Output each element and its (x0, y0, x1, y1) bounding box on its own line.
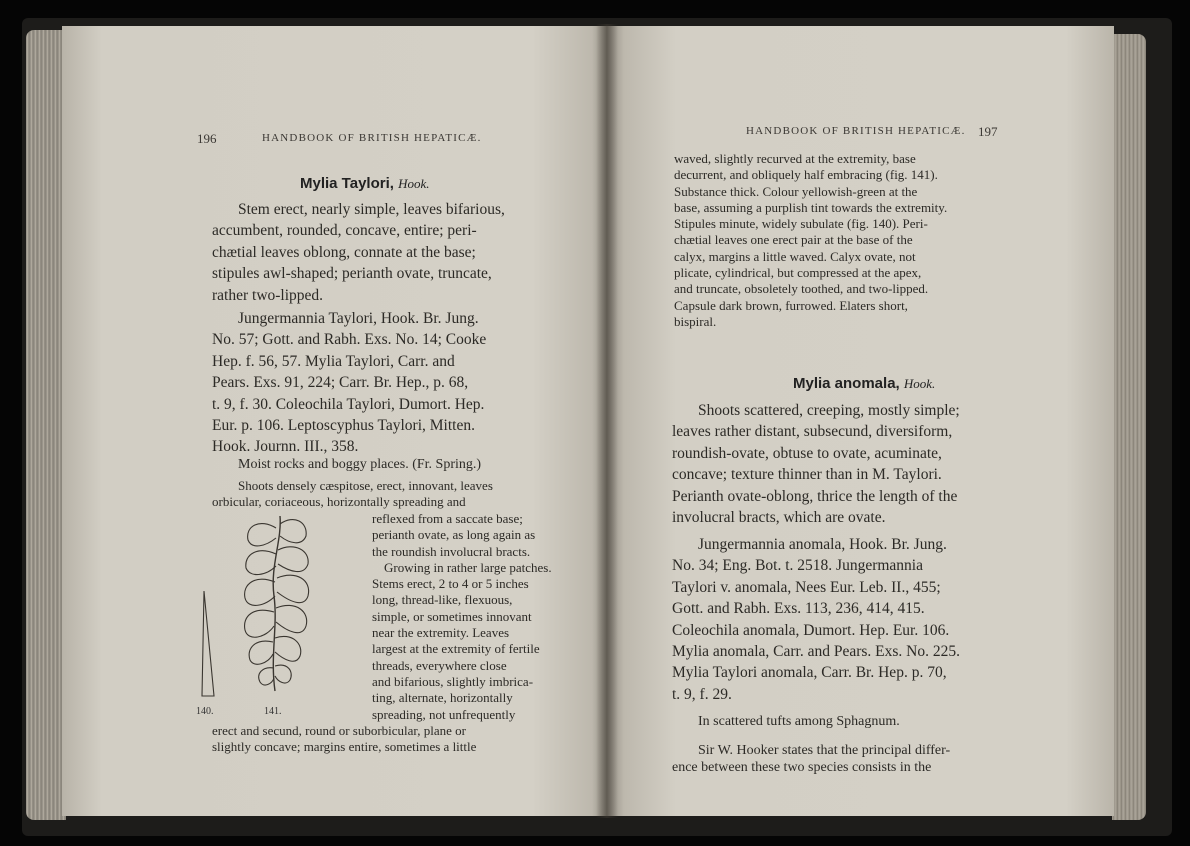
leaf-drawing (275, 636, 301, 661)
botanical-illustration (190, 506, 370, 721)
leaf-drawing (245, 610, 274, 637)
synonymy (672, 534, 1020, 705)
leaf-drawing (245, 579, 275, 605)
species-author: Hook. (903, 376, 936, 391)
text-line: Capsule dark brown, furrowed. Elaters short, (674, 297, 908, 313)
habitat: Moist rocks and boggy places. (Fr. Spring.) (238, 457, 482, 472)
page-number: 197 (978, 124, 998, 139)
text-line: calyx, margins a little waved. Calyx ovate, not (674, 248, 916, 264)
stipule-drawing (202, 591, 214, 696)
page-number: 196 (197, 131, 217, 146)
text-line: accumbent, rounded, concave, entire; peri- (212, 222, 477, 240)
leaf-drawing (280, 520, 306, 543)
text-line: perianth ovate, as long again as (372, 527, 536, 543)
text-line: erect and secund, round or suborbicular, plane or (212, 723, 466, 738)
continuation-text (674, 151, 1014, 330)
text-line: Perianth ovate-oblong, thrice the length of the (672, 487, 958, 505)
text-line: Shoots scattered, creeping, mostly simple; (698, 402, 960, 419)
text-line: and bifarious, slightly imbrica- (372, 673, 534, 689)
text-line: roundish-ovate, obtuse to ovate, acuminate, (672, 444, 942, 462)
text-line: t. 9, f. 29. (672, 685, 732, 703)
synonymy (212, 308, 592, 458)
text-line: Growing in rather large patches. (384, 559, 552, 575)
detail-wrapped-lines (372, 511, 592, 723)
text-line: the roundish involucral bracts. (372, 543, 531, 559)
detail-after-lines (212, 723, 592, 756)
left-page-edges (26, 30, 66, 820)
text-line: Hook. Journn. III., 358. (212, 438, 359, 456)
leaf-drawing (249, 641, 273, 664)
figure-label-140: 140. (196, 706, 214, 717)
description (212, 199, 592, 306)
leaf-drawing (259, 668, 274, 685)
running-head: HANDBOOK OF BRITISH HEPATICÆ. (262, 132, 482, 144)
text-line: Jungermannia Taylori, Hook. Br. Jung. (238, 310, 479, 327)
leaf-drawing (246, 551, 276, 575)
text-line: near the extremity. Leaves (372, 625, 510, 641)
description (672, 400, 1020, 528)
text-line: decurrent, and obliquely half embracing (fig. 141). (674, 167, 938, 183)
text-line: Sir W. Hooker states that the principal differ- (698, 743, 951, 758)
text-line: Gott. and Rabh. Exs. 113, 236, 414, 415. (672, 600, 925, 618)
leaf-drawing (248, 524, 276, 546)
text-line: involucral bracts, which are ovate. (672, 509, 886, 527)
book-gutter (596, 24, 618, 818)
species-title (793, 375, 935, 392)
text-line: Taylori v. anomala, Nees Eur. Leb. II., 455; (672, 578, 941, 596)
text-line: Eur. p. 106. Leptoscyphus Taylori, Mitten. (212, 417, 475, 435)
species-title (300, 175, 430, 192)
text-line: rather two-lipped. (212, 286, 324, 304)
text-line: Substance thick. Colour yellowish-green at the (674, 183, 918, 199)
text-line: t. 9, f. 30. Coleochila Taylori, Dumort. Hep. (212, 395, 485, 413)
text-line: Mylia Taylori anomala, Carr. Br. Hep. p. 70, (672, 664, 947, 682)
text-line: chætial leaves oblong, connate at the base; (212, 243, 476, 261)
species-name: Mylia anomala, (793, 375, 900, 392)
text-line: concave; texture thinner than in M. Taylori. (672, 466, 942, 484)
text-line: ting, alternate, horizontally (372, 690, 513, 706)
leaf-drawing (275, 665, 291, 683)
text-line: stipules awl-shaped; perianth ovate, truncate, (212, 265, 492, 283)
habitat: In scattered tufts among Sphagnum. (698, 714, 900, 729)
leaf-drawing (278, 547, 308, 572)
text-line: Mylia anomala, Carr. and Pears. Exs. No. 225. (672, 643, 960, 661)
figure-label-141: 141. (264, 706, 282, 717)
text-line: Stipules minute, widely subulate (fig. 140). Peri- (674, 216, 928, 232)
text-line: orbicular, coriaceous, horizontally spreading and (212, 494, 466, 510)
running-head: HANDBOOK OF BRITISH HEPATICÆ. (746, 125, 966, 137)
text-line: bispiral. (674, 313, 717, 329)
text-line: Pears. Exs. 91, 224; Carr. Br. Hep., p. 68, (212, 374, 469, 392)
text-line: chætial leaves one erect pair at the base of the (674, 232, 913, 248)
text-line: and truncate, obsoletely toothed, and two-lipped. (674, 281, 929, 297)
text-line: spreading, not unfrequently (372, 706, 516, 722)
text-line: Coleochila anomala, Dumort. Hep. Eur. 106. (672, 621, 950, 639)
text-line: Stems erect, 2 to 4 or 5 inches (372, 576, 529, 592)
text-line: Stem erect, nearly simple, leaves bifarious, (238, 201, 505, 218)
text-line: ence between these two species consists in the (672, 760, 932, 775)
text-line: largest at the extremity of fertile (372, 641, 540, 657)
leaf-drawing (276, 605, 307, 632)
closing-text (672, 742, 1020, 776)
text-line: base, assuming a purplish tint towards the extremity. (674, 199, 948, 215)
left-page (62, 26, 608, 816)
text-line: plicate, cylindrical, but compressed at the apex, (674, 265, 922, 281)
leaf-drawing (277, 575, 309, 602)
text-line: Jungermannia anomala, Hook. Br. Jung. (698, 536, 947, 553)
text-line: waved, slightly recurved at the extremity, base (674, 151, 916, 166)
text-line: No. 34; Eng. Bot. t. 2518. Jungermannia (672, 557, 923, 575)
text-line: Hep. f. 56, 57. Mylia Taylori, Carr. and (212, 352, 455, 370)
text-line: reflexed from a saccate base; (372, 511, 523, 526)
text-line: long, thread-like, flexuous, (372, 592, 513, 608)
text-line: leaves rather distant, subsecund, diversiform, (672, 423, 953, 441)
text-line: threads, everywhere close (372, 657, 507, 673)
right-page (606, 26, 1114, 816)
text-line: simple, or sometimes innovant (372, 608, 532, 624)
right-page-edges (1112, 34, 1146, 820)
species-name: Mylia Taylori, (300, 175, 394, 192)
text-line: slightly concave; margins entire, sometimes a little (212, 739, 477, 755)
text-line: No. 57; Gott. and Rabh. Exs. No. 14; Cooke (212, 331, 487, 349)
text-line: Shoots densely cæspitose, erect, innovant, leaves (238, 478, 493, 493)
species-author: Hook. (398, 176, 430, 191)
